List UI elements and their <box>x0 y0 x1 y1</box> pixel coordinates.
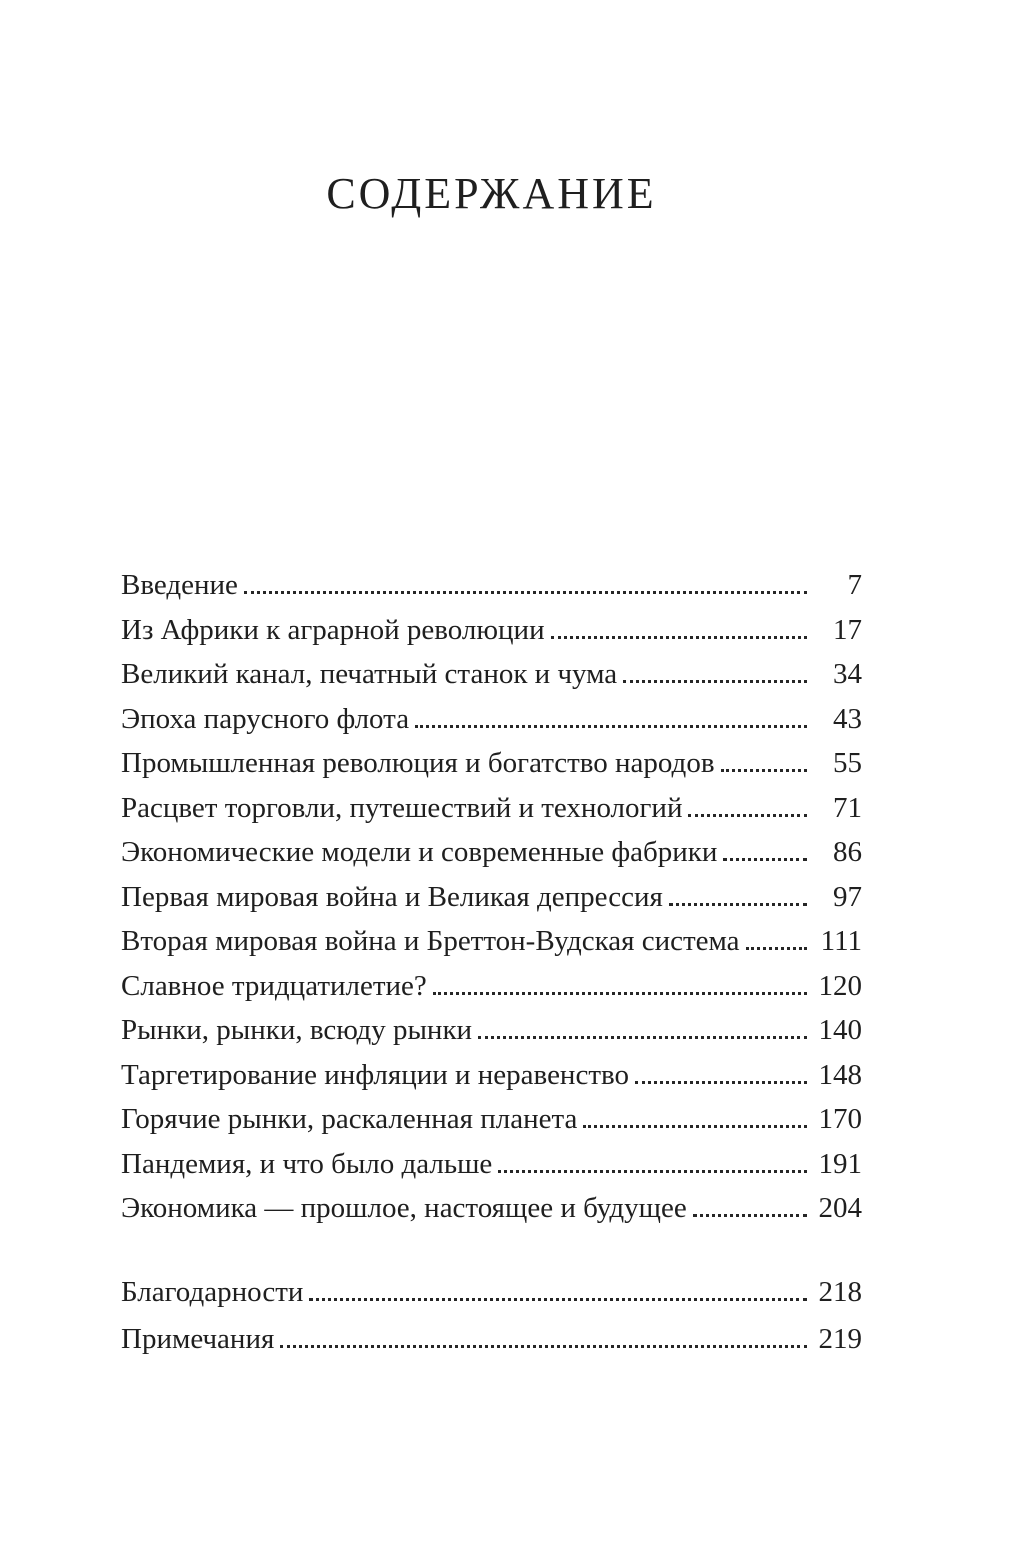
toc-entry-title: Великий канал, печатный станок и чума <box>121 658 618 690</box>
dot-leader <box>498 1170 807 1173</box>
toc-entry <box>121 1323 862 1370</box>
toc-entry-page-number: 17 <box>833 613 862 646</box>
toc-entry <box>121 1276 862 1323</box>
toc-entry-page-number: 140 <box>818 1014 862 1046</box>
toc-entry <box>121 1103 862 1148</box>
toc-entry-page-number: 204 <box>818 1192 862 1224</box>
toc-entry-page-number: 170 <box>818 1103 862 1135</box>
toc-entry <box>121 614 862 659</box>
toc-entry-title: Вторая мировая война и Бреттон-Вудская система <box>121 925 740 957</box>
toc-entry <box>121 1014 862 1059</box>
toc-entry <box>121 970 862 1015</box>
toc-entry-title: Эпоха парусного флота <box>121 702 410 735</box>
toc-entry-page-number: 55 <box>833 747 862 779</box>
dot-leader <box>309 1298 807 1301</box>
toc-entry-title: Рынки, рынки, всюду рынки <box>121 1014 473 1046</box>
dot-leader <box>415 725 807 728</box>
toc-entry-page-number: 86 <box>833 836 862 868</box>
dot-leader <box>623 680 807 683</box>
dot-leader <box>721 769 807 772</box>
toc-entry-page-number: 148 <box>818 1058 862 1091</box>
toc-entry-page-number: 191 <box>818 1147 862 1180</box>
dot-leader <box>244 591 807 594</box>
toc-entry-page-number: 97 <box>833 880 862 913</box>
toc-entry-page-number: 43 <box>833 702 862 735</box>
toc-entry-title: Экономические модели и современные фабрики <box>121 836 718 868</box>
toc-entry <box>121 792 862 837</box>
dot-leader <box>280 1345 807 1348</box>
toc-entry-title: Пандемия, и что было дальше <box>121 1147 493 1180</box>
dot-leader <box>746 947 807 950</box>
dot-leader <box>583 1125 807 1128</box>
toc-entry-page-number: 111 <box>820 925 862 957</box>
toc-entry-page-number: 71 <box>833 791 862 824</box>
toc-entry-title: Благодарности <box>121 1276 304 1308</box>
dot-leader <box>433 992 807 995</box>
toc-entry <box>121 569 862 614</box>
toc-entry-title: Введение <box>121 569 238 601</box>
toc-entry-title: Горячие рынки, раскаленная планета <box>121 1103 578 1135</box>
toc-entry-title: Экономика — прошлое, настоящее и будущее <box>121 1192 687 1224</box>
toc-entry <box>121 1192 862 1237</box>
toc-entry-title: Из Африки к аграрной революции <box>121 613 545 646</box>
dot-leader <box>551 636 807 639</box>
dot-leader <box>635 1081 807 1084</box>
toc-entry <box>121 1059 862 1104</box>
toc-entry-title: Первая мировая война и Великая депрессия <box>121 880 663 913</box>
toc-entry <box>121 703 862 748</box>
toc-entry-title: Промышленная революция и богатство народов <box>121 747 715 779</box>
toc-entry-page-number: 218 <box>818 1276 862 1308</box>
dot-leader <box>723 858 807 861</box>
toc-entry-title: Расцвет торговли, путешествий и технологий <box>121 791 683 824</box>
dot-leader <box>478 1036 807 1039</box>
dot-leader <box>669 903 807 906</box>
toc-entry <box>121 1148 862 1193</box>
toc-entry <box>121 836 862 881</box>
toc-entry-page-number: 120 <box>818 969 862 1002</box>
toc-entry <box>121 658 862 703</box>
dot-leader <box>688 814 807 817</box>
toc-entry-page-number: 7 <box>847 569 862 601</box>
toc-entry <box>121 925 862 970</box>
toc-entry-title: Таргетирование инфляции и неравенство <box>121 1058 629 1091</box>
dot-leader <box>693 1214 807 1217</box>
page-title: СОДЕРЖАНИЕ <box>326 169 657 218</box>
toc-chapter-list <box>121 569 862 1237</box>
toc-entry-title: Примечания <box>121 1323 275 1355</box>
toc-entry <box>121 747 862 792</box>
toc-entry-page-number: 34 <box>833 658 862 690</box>
toc-entry <box>121 881 862 926</box>
toc-entry-title: Славное тридцатилетие? <box>121 969 427 1002</box>
toc-backmatter-list <box>121 1276 862 1370</box>
toc-entry-page-number: 219 <box>818 1323 862 1355</box>
